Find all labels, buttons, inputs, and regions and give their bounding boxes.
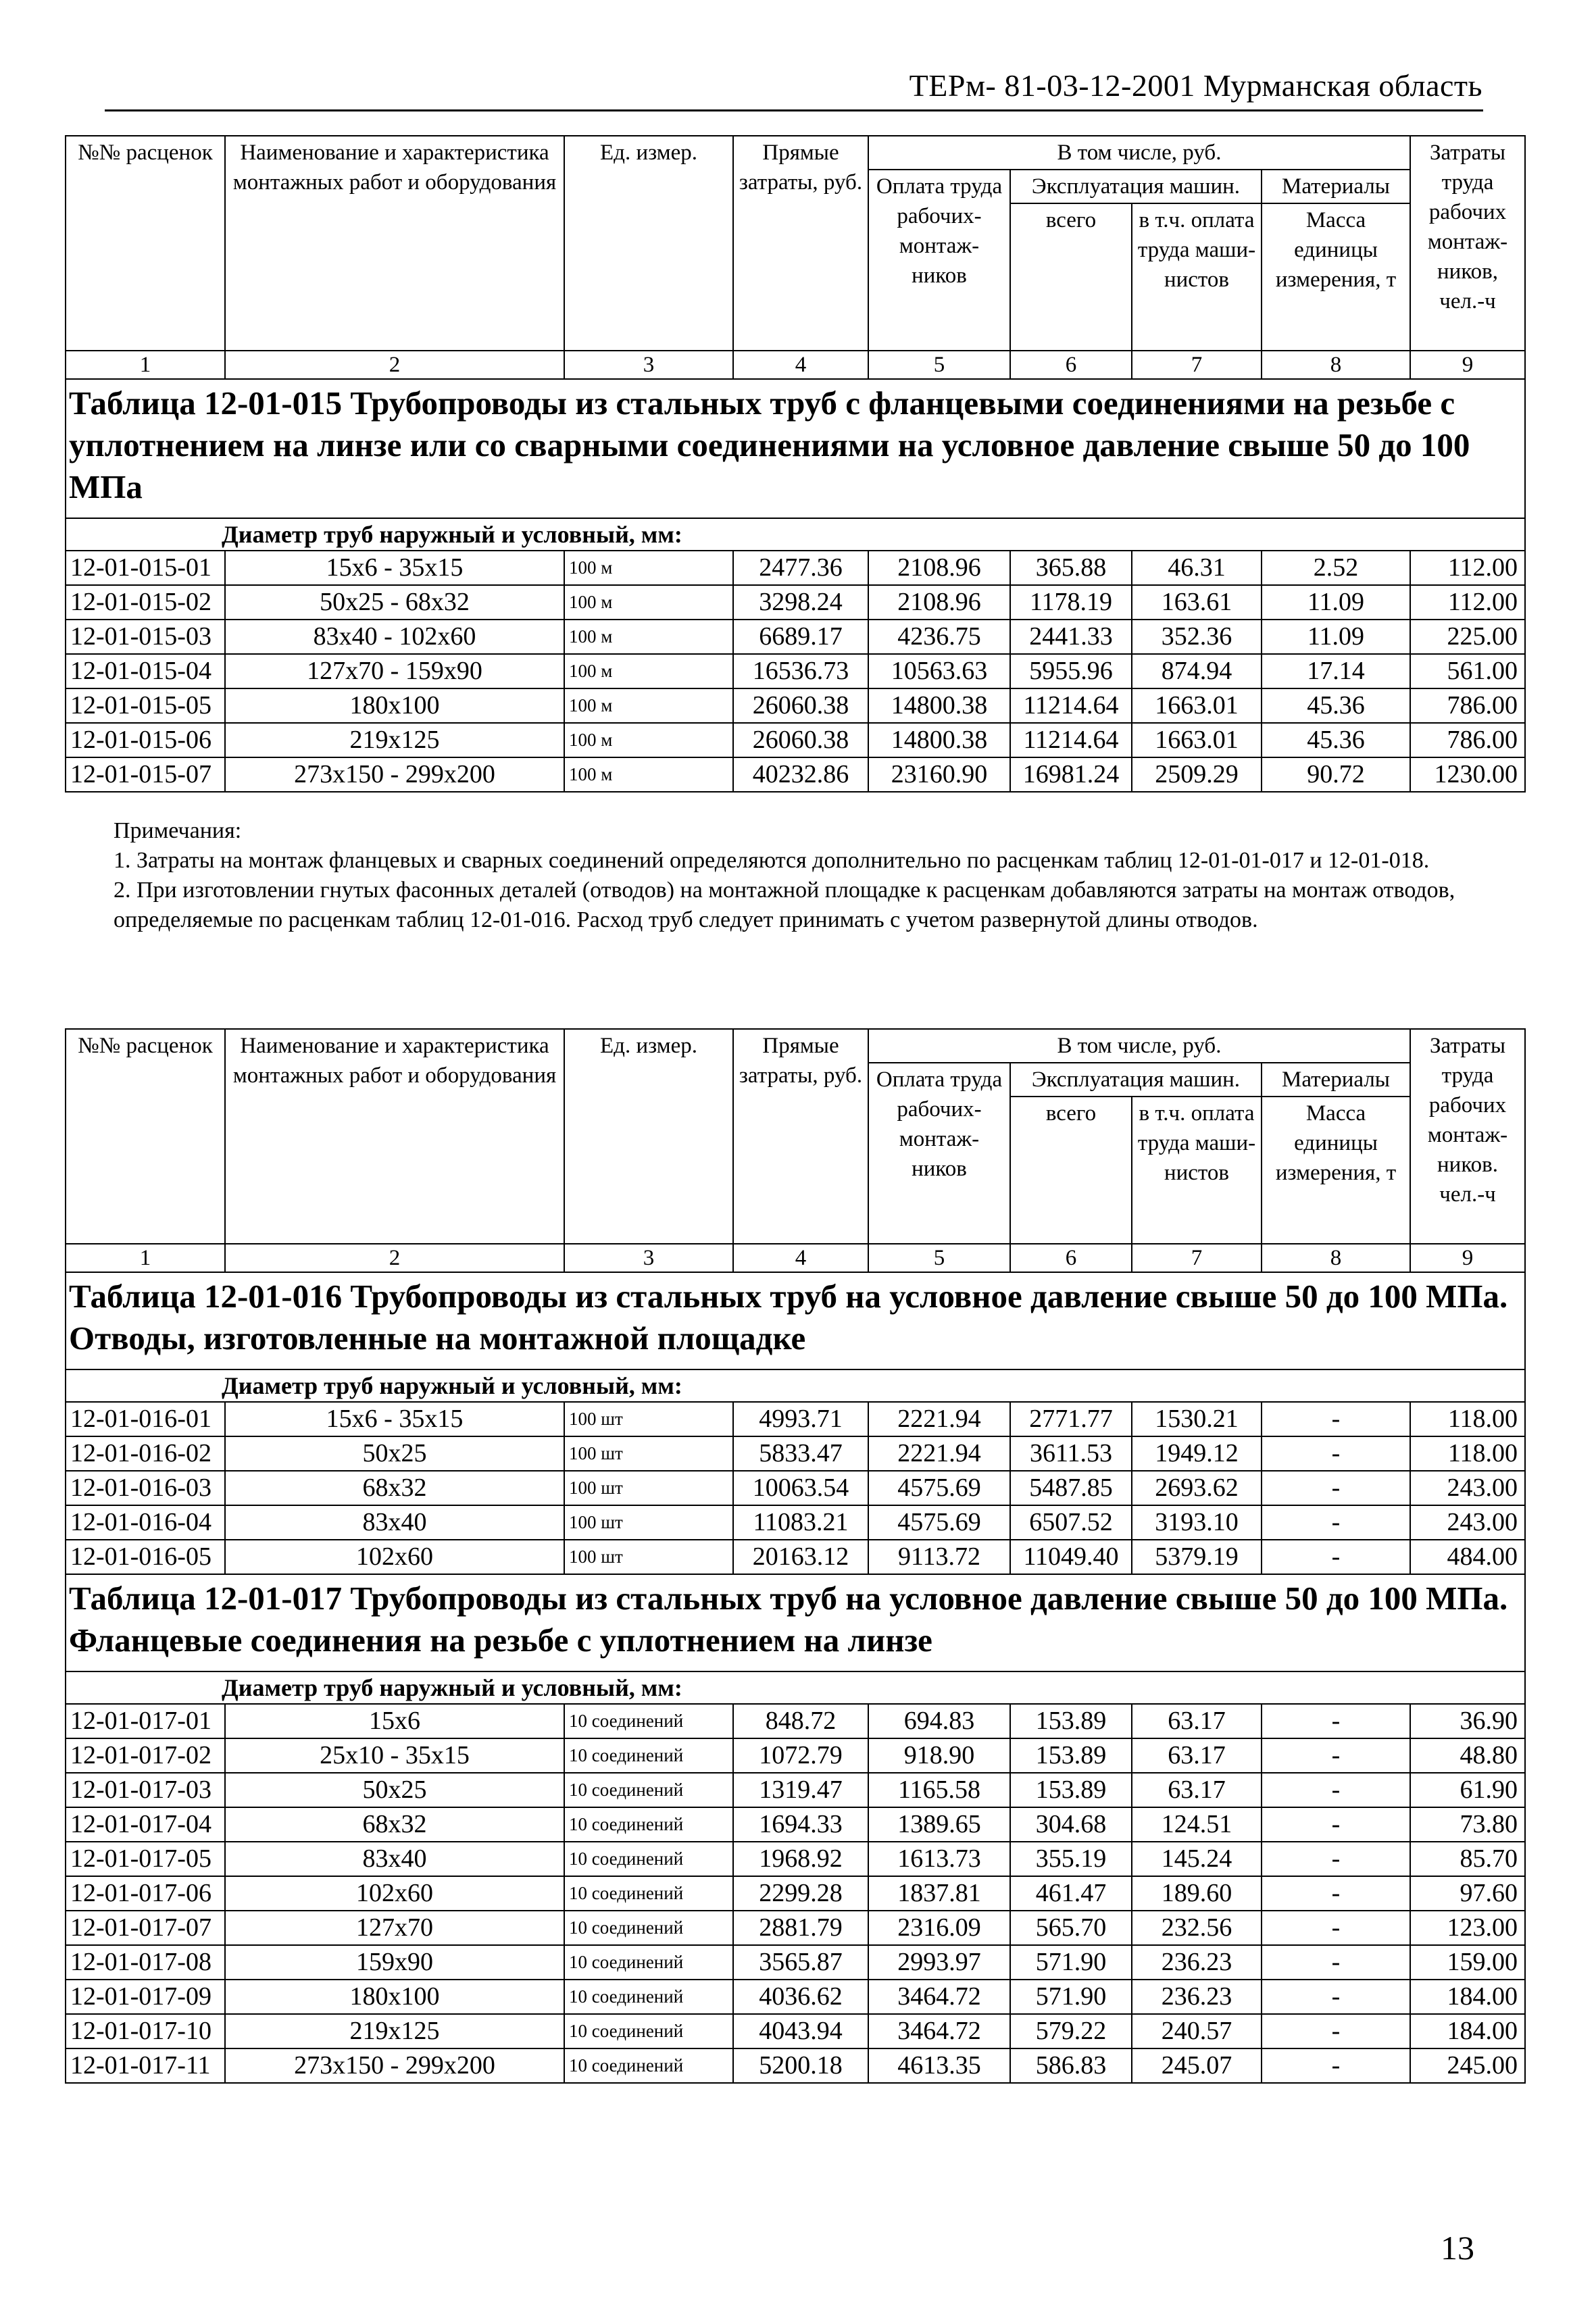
worker-wages: 2221.94: [868, 1436, 1010, 1471]
rate-code: 12-01-015-04: [66, 654, 225, 688]
labor-hours: 561.00: [1410, 654, 1525, 688]
machines-total: 11214.64: [1010, 723, 1132, 757]
labor-hours: 73.80: [1410, 1807, 1525, 1842]
col-number: 2: [225, 1244, 564, 1272]
unit: 10 соединений: [564, 1738, 733, 1773]
direct-costs: 1968.92: [733, 1842, 868, 1876]
rate-code: 12-01-017-08: [66, 1945, 225, 1980]
machinist-wages: 63.17: [1132, 1773, 1262, 1807]
header-col-unit: Ед. измер.: [564, 1029, 733, 1244]
direct-costs: 26060.38: [733, 688, 868, 723]
machinist-wages: 189.60: [1132, 1876, 1262, 1911]
labor-hours: 112.00: [1410, 585, 1525, 620]
header-col-direct-costs: Прямые затраты, руб.: [733, 1029, 868, 1244]
table-row: [66, 1505, 1525, 1540]
machinist-wages: 1530.21: [1132, 1402, 1262, 1436]
rate-code: 12-01-017-09: [66, 1980, 225, 2014]
rate-code: 12-01-017-01: [66, 1704, 225, 1738]
table-row: [66, 620, 1525, 654]
unit: 10 соединений: [564, 2048, 733, 2083]
material-mass: -: [1262, 1911, 1410, 1945]
work-description: 159x90: [225, 1945, 564, 1980]
labor-hours: 786.00: [1410, 723, 1525, 757]
unit: 100 м: [564, 620, 733, 654]
unit: 100 шт: [564, 1402, 733, 1436]
unit: 100 шт: [564, 1471, 733, 1505]
unit: 100 м: [564, 654, 733, 688]
table-017-title: Таблица 12-01-017 Трубопроводы из стальных труб на условное давление свыше 50 до 100 МПа. Фланцевые соединения на резьбе с уплотнением на линзе: [66, 1574, 1525, 1671]
machinist-wages: 245.07: [1132, 2048, 1262, 2083]
header-col-labor: Затраты труда рабочих монтаж-ников. чел.-ч: [1410, 1029, 1525, 1244]
unit: 100 м: [564, 757, 733, 792]
rate-code: 12-01-016-03: [66, 1471, 225, 1505]
material-mass: -: [1262, 1471, 1410, 1505]
unit: 100 шт: [564, 1505, 733, 1540]
header-group-including: В том числе, руб.: [868, 1029, 1410, 1063]
header-col-direct-costs: Прямые затраты, руб.: [733, 136, 868, 351]
work-description: 83x40: [225, 1505, 564, 1540]
material-mass: -: [1262, 1945, 1410, 1980]
direct-costs: 26060.38: [733, 723, 868, 757]
table-row: [66, 1540, 1525, 1574]
table-row: [66, 1402, 1525, 1436]
direct-costs: 11083.21: [733, 1505, 868, 1540]
labor-hours: 245.00: [1410, 2048, 1525, 2083]
material-mass: -: [1262, 1807, 1410, 1842]
worker-wages: 2108.96: [868, 551, 1010, 585]
col-number: 7: [1132, 351, 1262, 379]
machinist-wages: 2693.62: [1132, 1471, 1262, 1505]
machinist-wages: 236.23: [1132, 1980, 1262, 2014]
header-rule: [105, 109, 1483, 111]
machines-total: 304.68: [1010, 1807, 1132, 1842]
table-015-body: [66, 379, 1525, 551]
worker-wages: 1389.65: [868, 1807, 1010, 1842]
unit: 10 соединений: [564, 1980, 733, 2014]
header-col-wages: Оплата труда рабочих-монтаж-ников: [868, 170, 1010, 351]
material-mass: 45.36: [1262, 723, 1410, 757]
work-description: 180x100: [225, 688, 564, 723]
rate-code: 12-01-016-01: [66, 1402, 225, 1436]
labor-hours: 225.00: [1410, 620, 1525, 654]
labor-hours: 118.00: [1410, 1436, 1525, 1471]
table-row: [66, 2048, 1525, 2083]
material-mass: -: [1262, 1402, 1410, 1436]
machines-total: 355.19: [1010, 1842, 1132, 1876]
col-number: 3: [564, 1244, 733, 1272]
work-description: 50x25 - 68x32: [225, 585, 564, 620]
direct-costs: 20163.12: [733, 1540, 868, 1574]
rates-table-016-017: [65, 1028, 1526, 2084]
col-number: 9: [1410, 1244, 1525, 1272]
direct-costs: 5200.18: [733, 2048, 868, 2083]
worker-wages: 1165.58: [868, 1773, 1010, 1807]
table-017-body: [66, 1574, 1525, 1704]
machinist-wages: 63.17: [1132, 1738, 1262, 1773]
unit: 10 соединений: [564, 2014, 733, 2048]
unit: 100 м: [564, 551, 733, 585]
material-mass: -: [1262, 2014, 1410, 2048]
labor-hours: 112.00: [1410, 551, 1525, 585]
col-number: 6: [1010, 351, 1132, 379]
note-2: 2. При изготовлении гнутых фасонных деталей (отводов) на монтажной площадке к расценкам добавляются затраты на монтаж отводов, определяемые по расценкам таблиц 12-01-016. Расход труб следует принимать с учетом развернутой длины отводов.: [114, 878, 1455, 932]
machinist-wages: 46.31: [1132, 551, 1262, 585]
page-number: 13: [1441, 2229, 1474, 2267]
labor-hours: 184.00: [1410, 2014, 1525, 2048]
col-number: 8: [1262, 1244, 1410, 1272]
machines-total: 2771.77: [1010, 1402, 1132, 1436]
material-mass: 90.72: [1262, 757, 1410, 792]
col-number: 4: [733, 1244, 868, 1272]
unit: 10 соединений: [564, 1876, 733, 1911]
worker-wages: 9113.72: [868, 1540, 1010, 1574]
table-015-rows: [66, 551, 1525, 792]
rate-code: 12-01-016-02: [66, 1436, 225, 1471]
worker-wages: 1837.81: [868, 1876, 1010, 1911]
rate-code: 12-01-015-07: [66, 757, 225, 792]
machines-total: 571.90: [1010, 1945, 1132, 1980]
direct-costs: 4036.62: [733, 1980, 868, 2014]
header-col-unit: Ед. измер.: [564, 136, 733, 351]
header-col-name: Наименование и характеристика монтажных работ и оборудования: [225, 136, 564, 351]
material-mass: -: [1262, 1436, 1410, 1471]
machinist-wages: 240.57: [1132, 2014, 1262, 2048]
header-col-machines-total: всего: [1010, 203, 1132, 351]
labor-hours: 184.00: [1410, 1980, 1525, 2014]
direct-costs: 848.72: [733, 1704, 868, 1738]
header-group-machines: Эксплуатация машин.: [1010, 170, 1262, 203]
direct-costs: 10063.54: [733, 1471, 868, 1505]
machinist-wages: 236.23: [1132, 1945, 1262, 1980]
machines-total: 5955.96: [1010, 654, 1132, 688]
rate-code: 12-01-016-05: [66, 1540, 225, 1574]
col-number: 9: [1410, 351, 1525, 379]
rate-code: 12-01-015-02: [66, 585, 225, 620]
worker-wages: 2221.94: [868, 1402, 1010, 1436]
direct-costs: 4993.71: [733, 1402, 868, 1436]
direct-costs: 2477.36: [733, 551, 868, 585]
header-col-wages: Оплата труда рабочих-монтаж-ников: [868, 1063, 1010, 1244]
col-number: 1: [66, 351, 225, 379]
header-col-mass: Масса единицы измерения, т: [1262, 203, 1410, 351]
worker-wages: 3464.72: [868, 1980, 1010, 2014]
rate-code: 12-01-017-05: [66, 1842, 225, 1876]
rate-code: 12-01-017-07: [66, 1911, 225, 1945]
unit: 100 м: [564, 688, 733, 723]
rate-code: 12-01-017-06: [66, 1876, 225, 1911]
unit: 10 соединений: [564, 1945, 733, 1980]
worker-wages: 1613.73: [868, 1842, 1010, 1876]
machines-total: 2441.33: [1010, 620, 1132, 654]
machines-total: 6507.52: [1010, 1505, 1132, 1540]
work-description: 50x25: [225, 1436, 564, 1471]
table-row: [66, 2014, 1525, 2048]
unit: 100 м: [564, 723, 733, 757]
table-row: [66, 1738, 1525, 1773]
table-row: [66, 1945, 1525, 1980]
material-mass: -: [1262, 2048, 1410, 2083]
header-group-materials: Материалы: [1262, 170, 1410, 203]
machinist-wages: 232.56: [1132, 1911, 1262, 1945]
rate-code: 12-01-017-03: [66, 1773, 225, 1807]
machinist-wages: 352.36: [1132, 620, 1262, 654]
machinist-wages: 1663.01: [1132, 723, 1262, 757]
col-number: 3: [564, 351, 733, 379]
rate-code: 12-01-017-04: [66, 1807, 225, 1842]
machines-total: 565.70: [1010, 1911, 1132, 1945]
header-col-machinist-wages: в т.ч. оплата труда маши-нистов: [1132, 203, 1262, 351]
material-mass: -: [1262, 1505, 1410, 1540]
direct-costs: 3565.87: [733, 1945, 868, 1980]
table-015-title: Таблица 12-01-015 Трубопроводы из стальных труб с фланцевыми соединениями на резьбе с уплотнением на линзе или со сварными соединениями на условное давление свыше 50 до 100 МПа: [66, 379, 1525, 518]
machinist-wages: 3193.10: [1132, 1505, 1262, 1540]
col-number: 8: [1262, 351, 1410, 379]
machines-total: 11049.40: [1010, 1540, 1132, 1574]
worker-wages: 14800.38: [868, 723, 1010, 757]
labor-hours: 159.00: [1410, 1945, 1525, 1980]
direct-costs: 1319.47: [733, 1773, 868, 1807]
col-number: 5: [868, 1244, 1010, 1272]
machines-total: 153.89: [1010, 1738, 1132, 1773]
material-mass: -: [1262, 1540, 1410, 1574]
header-col-mass: Масса единицы измерения, т: [1262, 1097, 1410, 1244]
unit: 10 соединений: [564, 1704, 733, 1738]
table-header: [66, 136, 1525, 379]
worker-wages: 4575.69: [868, 1505, 1010, 1540]
work-description: 273x150 - 299x200: [225, 757, 564, 792]
direct-costs: 6689.17: [733, 620, 868, 654]
machinist-wages: 145.24: [1132, 1842, 1262, 1876]
table-row: [66, 723, 1525, 757]
labor-hours: 97.60: [1410, 1876, 1525, 1911]
unit: 10 соединений: [564, 1807, 733, 1842]
unit: 100 шт: [564, 1436, 733, 1471]
work-description: 15x6: [225, 1704, 564, 1738]
worker-wages: 2108.96: [868, 585, 1010, 620]
worker-wages: 23160.90: [868, 757, 1010, 792]
direct-costs: 5833.47: [733, 1436, 868, 1471]
table-row: [66, 1704, 1525, 1738]
rates-block-015: [65, 135, 1524, 793]
header-col-name: Наименование и характеристика монтажных работ и оборудования: [225, 1029, 564, 1244]
direct-costs: 1694.33: [733, 1807, 868, 1842]
machines-total: 571.90: [1010, 1980, 1132, 2014]
machines-total: 586.83: [1010, 2048, 1132, 2083]
worker-wages: 10563.63: [868, 654, 1010, 688]
header-group-machines: Эксплуатация машин.: [1010, 1063, 1262, 1097]
note-1: 1. Затраты на монтаж фланцевых и сварных соединений определяются дополнительно по расценкам таблиц 12-01-01-017 и 12-01-018.: [114, 848, 1430, 873]
table-row: [66, 688, 1525, 723]
rate-code: 12-01-015-05: [66, 688, 225, 723]
material-mass: 45.36: [1262, 688, 1410, 723]
work-description: 180x100: [225, 1980, 564, 2014]
material-mass: -: [1262, 1876, 1410, 1911]
work-description: 219x125: [225, 723, 564, 757]
rates-table-015: [65, 135, 1526, 793]
direct-costs: 3298.24: [733, 585, 868, 620]
direct-costs: 40232.86: [733, 757, 868, 792]
table-016-rows: [66, 1402, 1525, 1574]
rate-code: 12-01-015-01: [66, 551, 225, 585]
material-mass: -: [1262, 1738, 1410, 1773]
material-mass: 11.09: [1262, 585, 1410, 620]
worker-wages: 918.90: [868, 1738, 1010, 1773]
work-description: 273x150 - 299x200: [225, 2048, 564, 2083]
rate-code: 12-01-017-10: [66, 2014, 225, 2048]
work-description: 25x10 - 35x15: [225, 1738, 564, 1773]
header-col-code: №№ расценок: [66, 136, 225, 351]
table-row: [66, 1773, 1525, 1807]
worker-wages: 4575.69: [868, 1471, 1010, 1505]
table-row: [66, 757, 1525, 792]
worker-wages: 4236.75: [868, 620, 1010, 654]
table-row: [66, 551, 1525, 585]
machines-total: 365.88: [1010, 551, 1132, 585]
unit: 100 м: [564, 585, 733, 620]
machines-total: 153.89: [1010, 1704, 1132, 1738]
direct-costs: 2299.28: [733, 1876, 868, 1911]
work-description: 127x70: [225, 1911, 564, 1945]
worker-wages: 14800.38: [868, 688, 1010, 723]
machines-total: 579.22: [1010, 2014, 1132, 2048]
rate-code: 12-01-017-11: [66, 2048, 225, 2083]
work-description: 50x25: [225, 1773, 564, 1807]
table-016-section-heading: Диаметр труб наружный и условный, мм:: [66, 1369, 1525, 1402]
machinist-wages: 163.61: [1132, 585, 1262, 620]
direct-costs: 1072.79: [733, 1738, 868, 1773]
unit: 100 шт: [564, 1540, 733, 1574]
col-number: 4: [733, 351, 868, 379]
machines-total: 11214.64: [1010, 688, 1132, 723]
table-row: [66, 585, 1525, 620]
table-row: [66, 1876, 1525, 1911]
machinist-wages: 1663.01: [1132, 688, 1262, 723]
unit: 10 соединений: [564, 1911, 733, 1945]
header-group-including: В том числе, руб.: [868, 136, 1410, 170]
unit: 10 соединений: [564, 1773, 733, 1807]
material-mass: 17.14: [1262, 654, 1410, 688]
table-row: [66, 1980, 1525, 2014]
col-number: 5: [868, 351, 1010, 379]
notes: [114, 816, 1492, 935]
machines-total: 5487.85: [1010, 1471, 1132, 1505]
col-number: 7: [1132, 1244, 1262, 1272]
machines-total: 3611.53: [1010, 1436, 1132, 1471]
work-description: 15x6 - 35x15: [225, 1402, 564, 1436]
machinist-wages: 874.94: [1132, 654, 1262, 688]
labor-hours: 786.00: [1410, 688, 1525, 723]
direct-costs: 4043.94: [733, 2014, 868, 2048]
labor-hours: 118.00: [1410, 1402, 1525, 1436]
worker-wages: 3464.72: [868, 2014, 1010, 2048]
header-col-labor: Затраты труда рабочих монтаж-ников, чел.-ч: [1410, 136, 1525, 351]
table-row: [66, 1842, 1525, 1876]
col-number: 1: [66, 1244, 225, 1272]
work-description: 83x40 - 102x60: [225, 620, 564, 654]
table-row: [66, 1471, 1525, 1505]
labor-hours: 1230.00: [1410, 757, 1525, 792]
table-016-title: Таблица 12-01-016 Трубопроводы из стальных труб на условное давление свыше 50 до 100 МПа. Отводы, изготовленные на монтажной площадке: [66, 1272, 1525, 1369]
unit: 10 соединений: [564, 1842, 733, 1876]
worker-wages: 2993.97: [868, 1945, 1010, 1980]
labor-hours: 61.90: [1410, 1773, 1525, 1807]
work-description: 219x125: [225, 2014, 564, 2048]
worker-wages: 4613.35: [868, 2048, 1010, 2083]
direct-costs: 2881.79: [733, 1911, 868, 1945]
work-description: 68x32: [225, 1807, 564, 1842]
notes-title: Примечания:: [114, 818, 242, 843]
table-row: [66, 1911, 1525, 1945]
labor-hours: 243.00: [1410, 1471, 1525, 1505]
material-mass: -: [1262, 1773, 1410, 1807]
table-017-section-heading: Диаметр труб наружный и условный, мм:: [66, 1671, 1525, 1704]
machinist-wages: 5379.19: [1132, 1540, 1262, 1574]
machinist-wages: 2509.29: [1132, 757, 1262, 792]
header-col-code: №№ расценок: [66, 1029, 225, 1244]
labor-hours: 48.80: [1410, 1738, 1525, 1773]
worker-wages: 2316.09: [868, 1911, 1010, 1945]
machinist-wages: 1949.12: [1132, 1436, 1262, 1471]
labor-hours: 484.00: [1410, 1540, 1525, 1574]
header-col-machines-total: всего: [1010, 1097, 1132, 1244]
work-description: 68x32: [225, 1471, 564, 1505]
col-number: 6: [1010, 1244, 1132, 1272]
work-description: 83x40: [225, 1842, 564, 1876]
work-description: 15x6 - 35x15: [225, 551, 564, 585]
table-row: [66, 1807, 1525, 1842]
machinist-wages: 63.17: [1132, 1704, 1262, 1738]
machines-total: 1178.19: [1010, 585, 1132, 620]
table-row: [66, 1436, 1525, 1471]
material-mass: 11.09: [1262, 620, 1410, 654]
direct-costs: 16536.73: [733, 654, 868, 688]
table-017-rows: [66, 1704, 1525, 2083]
header-col-machinist-wages: в т.ч. оплата труда маши-нистов: [1132, 1097, 1262, 1244]
table-016-body: [66, 1272, 1525, 1402]
machinist-wages: 124.51: [1132, 1807, 1262, 1842]
work-description: 102x60: [225, 1876, 564, 1911]
material-mass: 2.52: [1262, 551, 1410, 585]
rate-code: 12-01-017-02: [66, 1738, 225, 1773]
labor-hours: 243.00: [1410, 1505, 1525, 1540]
col-number: 2: [225, 351, 564, 379]
material-mass: -: [1262, 1842, 1410, 1876]
work-description: 127x70 - 159x90: [225, 654, 564, 688]
machines-total: 16981.24: [1010, 757, 1132, 792]
worker-wages: 694.83: [868, 1704, 1010, 1738]
material-mass: -: [1262, 1704, 1410, 1738]
labor-hours: 123.00: [1410, 1911, 1525, 1945]
machines-total: 461.47: [1010, 1876, 1132, 1911]
rate-code: 12-01-015-03: [66, 620, 225, 654]
table-row: [66, 654, 1525, 688]
machines-total: 153.89: [1010, 1773, 1132, 1807]
table-header: [66, 1029, 1525, 1272]
header-group-materials: Материалы: [1262, 1063, 1410, 1097]
work-description: 102x60: [225, 1540, 564, 1574]
labor-hours: 36.90: [1410, 1704, 1525, 1738]
table-015-section-heading: Диаметр труб наружный и условный, мм:: [66, 518, 1525, 551]
rate-code: 12-01-015-06: [66, 723, 225, 757]
labor-hours: 85.70: [1410, 1842, 1525, 1876]
document-header-title: ТЕРм- 81-03-12-2001 Мурманская область: [909, 68, 1482, 103]
material-mass: -: [1262, 1980, 1410, 2014]
rates-block-016-017: [65, 1028, 1524, 2084]
rate-code: 12-01-016-04: [66, 1505, 225, 1540]
